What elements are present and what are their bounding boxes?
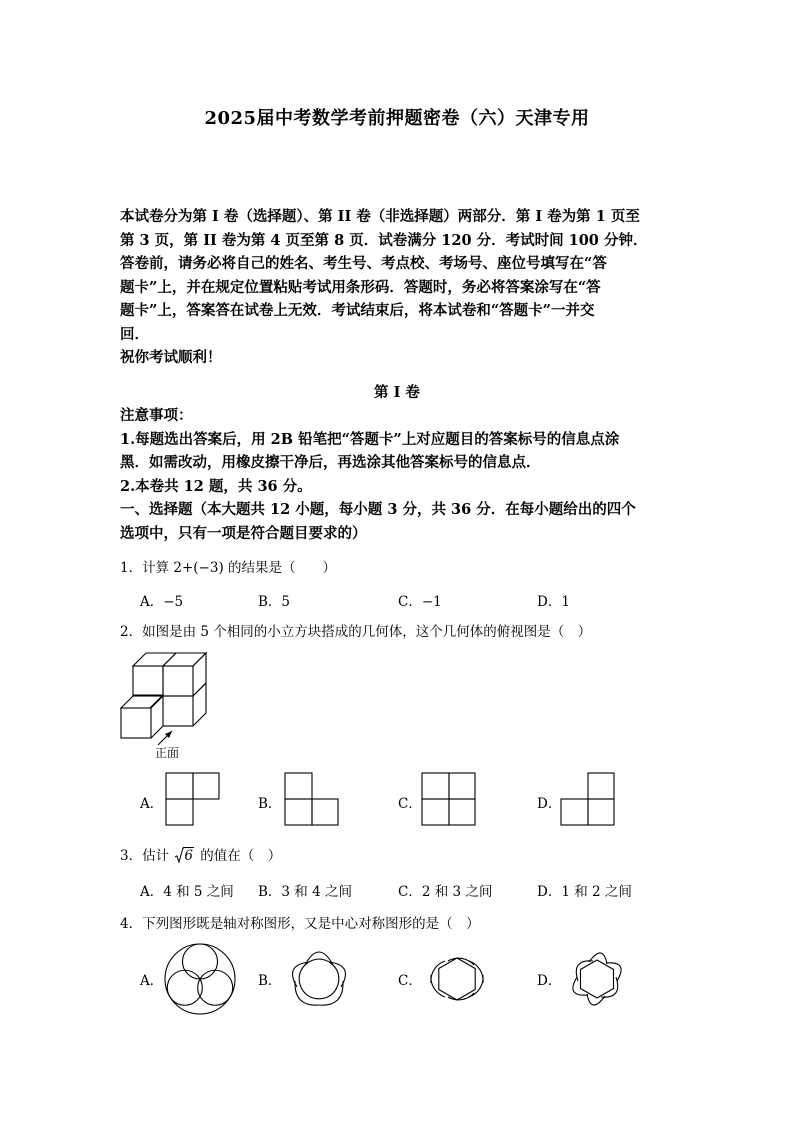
q4-option-a[interactable]: A． bbox=[140, 973, 164, 989]
q3-stem-prefix: 3．估计 bbox=[120, 848, 170, 864]
note-line: 1.每题选出答案后，用 2B 铅笔把“答题卡”上对应题目的答案标号的信息点涂 bbox=[120, 430, 620, 448]
section-heading: 选项中，只有一项是符合题目要求的） bbox=[120, 524, 367, 542]
question-4-stem: 4．下列图形既是轴对称图形，又是中心对称图形的是（ ） bbox=[120, 916, 480, 932]
radicand: 6 bbox=[184, 848, 193, 864]
radical-sign-icon bbox=[175, 847, 184, 865]
sqrt-expression bbox=[175, 848, 194, 864]
question-3-stem bbox=[120, 844, 281, 864]
q4-option-c[interactable]: C． bbox=[398, 973, 422, 989]
q3-option-a[interactable]: A．4 和 5 之间 bbox=[140, 884, 234, 900]
front-label: 正面 bbox=[155, 746, 180, 760]
instruction-line: 题卡”上，并在规定位置粘贴考试用条形码．答题时，务必将答案涂写在“答 bbox=[120, 278, 601, 296]
q3-option-d[interactable]: D．1 和 2 之间 bbox=[537, 884, 632, 900]
q2-option-c-figure bbox=[421, 772, 477, 828]
q1-option-d[interactable]: D．1 bbox=[537, 594, 570, 610]
q3-option-b[interactable]: B．3 和 4 之间 bbox=[258, 884, 352, 900]
note-line: 黑．如需改动，用橡皮擦干净后，再选涂其他答案标号的信息点． bbox=[120, 454, 541, 471]
notes bbox=[120, 404, 680, 545]
cube-solid-figure bbox=[118, 648, 213, 743]
q4-option-b[interactable]: B． bbox=[258, 973, 282, 989]
q2-option-b-figure bbox=[284, 772, 340, 828]
q1-option-a[interactable]: A．−5 bbox=[140, 594, 184, 610]
q2-option-c[interactable]: C． bbox=[398, 796, 422, 812]
q4-option-d[interactable]: D． bbox=[537, 973, 562, 989]
q4-option-b-figure bbox=[284, 944, 354, 1014]
instruction-line: 回． bbox=[120, 325, 149, 343]
instruction-line: 答卷前，请务必将自己的姓名、考生号、考点校、考场号、座位号填写在“答 bbox=[120, 255, 607, 272]
q4-option-c-figure bbox=[422, 944, 492, 1014]
q2-option-d[interactable]: D． bbox=[537, 796, 562, 812]
q3-stem-suffix: 的值在（ ） bbox=[200, 848, 282, 864]
q2-option-a[interactable]: A． bbox=[140, 796, 164, 812]
instructions bbox=[120, 205, 680, 370]
q4-option-a-figure bbox=[163, 942, 237, 1016]
q1-option-b[interactable]: B．5 bbox=[258, 594, 291, 610]
instruction-line: 题卡”上，答案答在试卷上无效．考试结束后，将本试卷和“答题卡”一并交 bbox=[120, 302, 595, 319]
q4-option-d-figure bbox=[562, 944, 632, 1014]
page-title: 2025届中考数学考前押题密卷（六）天津专用 bbox=[204, 108, 590, 129]
instruction-line: 本试卷分为第 I 卷（选择题）、第 II 卷（非选择题）两部分．第 I 卷为第 1 页至 bbox=[120, 208, 640, 225]
instruction-line: 祝你考试顺利！ bbox=[120, 349, 222, 366]
volume-title: 第 I 卷 bbox=[374, 384, 420, 401]
section-heading: 一、选择题（本大题共 12 小题，每小题 3 分，共 36 分．在每小题给出的四个 bbox=[120, 501, 636, 518]
q3-option-c[interactable]: C．2 和 3 之间 bbox=[398, 884, 493, 900]
q2-option-a-figure bbox=[165, 772, 221, 828]
note-line: 2.本卷共 12 题，共 36 分。 bbox=[120, 477, 312, 495]
instruction-line: 第 3 页，第 II 卷为第 4 页至第 8 页．试卷满分 120 分．考试时间 100 分钟． bbox=[120, 231, 648, 249]
question-1-stem: 1．计算 2+(−3) 的结果是（ ） bbox=[120, 560, 337, 576]
question-2-stem: 2．如图是由 5 个相同的小立方块搭成的几何体，这个几何体的俯视图是（ ） bbox=[120, 624, 592, 640]
q1-option-c[interactable]: C．−1 bbox=[398, 594, 442, 610]
notes-title: 注意事项： bbox=[120, 407, 193, 424]
q2-option-b[interactable]: B． bbox=[258, 796, 282, 812]
q2-option-d-figure bbox=[560, 772, 616, 828]
